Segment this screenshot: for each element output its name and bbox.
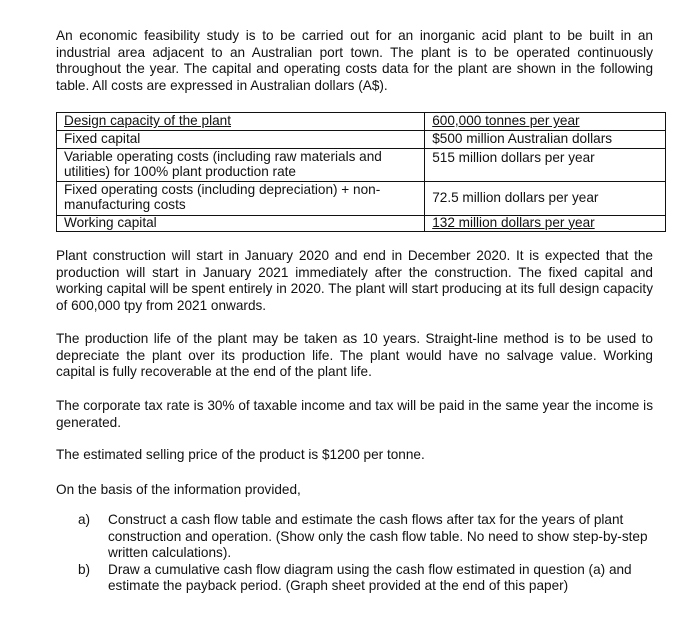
question-text: Construct a cash flow table and estimate the cash flows after tax for the years of plant construction and operation. (Show only the cash flow table. No need to show step-by-step written calculations). xyxy=(108,512,648,561)
question-text: Draw a cumulative cash flow diagram using the cash flow estimated in question (a) and estimate the payback period. (Graph sheet provided at the end of this paper) xyxy=(108,561,632,594)
table-row xyxy=(57,182,666,215)
table-cell-label: Design capacity of the plant xyxy=(57,113,425,131)
depreciation-paragraph: The production life of the plant may be taken as 10 years. Straight-line method is to be used to depreciate the plant over its production life. The plant would have no salvage value. Working capital is fully recoverable at the end of the plant life. xyxy=(56,331,653,380)
table-cell-label: Variable operating costs (including raw materials and utilities) for 100% plant production rate xyxy=(57,149,425,182)
selling-price-paragraph: The estimated selling price of the product is $1200 per tonne. xyxy=(56,447,425,462)
question-marker: b) xyxy=(78,561,91,577)
question-marker: a) xyxy=(78,512,91,527)
question-item xyxy=(78,562,653,595)
table-cell-value: 600,000 tonnes per year xyxy=(425,113,666,131)
table-cell-label: Fixed capital xyxy=(57,130,425,149)
table-cell-value: 515 million dollars per year xyxy=(425,149,666,182)
intro-paragraph: An economic feasibility study is to be carried out for an inorganic acid plant to be built in an industrial area adjacent to an Australian port town. The plant is to be operated continuously throughout the year. The capital and operating costs data for the plant are shown in the following table. All costs are expressed in Australian dollars (A$). xyxy=(56,28,653,93)
table-row xyxy=(57,215,666,232)
table-row xyxy=(57,130,666,149)
instructions-paragraph: On the basis of the information provided, xyxy=(56,482,301,497)
tax-paragraph: The corporate tax rate is 30% of taxable income and tax will be paid in the same year the income is generated. xyxy=(56,398,653,430)
table-cell-value: 132 million dollars per year xyxy=(425,215,666,232)
table-cell-value: $500 million Australian dollars xyxy=(425,130,666,149)
question-item xyxy=(78,512,653,562)
table-cell-value: 72.5 million dollars per year xyxy=(425,182,666,215)
table-cell-label: Working capital xyxy=(57,215,425,232)
cost-data-table xyxy=(56,112,666,232)
table-cell-label: Fixed operating costs (including depreciation) + non-manufacturing costs xyxy=(57,182,425,215)
question-list xyxy=(78,512,653,595)
table-row xyxy=(57,113,666,131)
construction-paragraph: Plant construction will start in January 2020 and end in December 2020. It is expected that the production will start in January 2021 immediately after the construction. The fixed capital and working capital will be spent entirely in 2020. The plant will start producing at its full design capacity of 600,000 tpy from 2021 onwards. xyxy=(56,248,653,313)
table-row xyxy=(57,149,666,182)
